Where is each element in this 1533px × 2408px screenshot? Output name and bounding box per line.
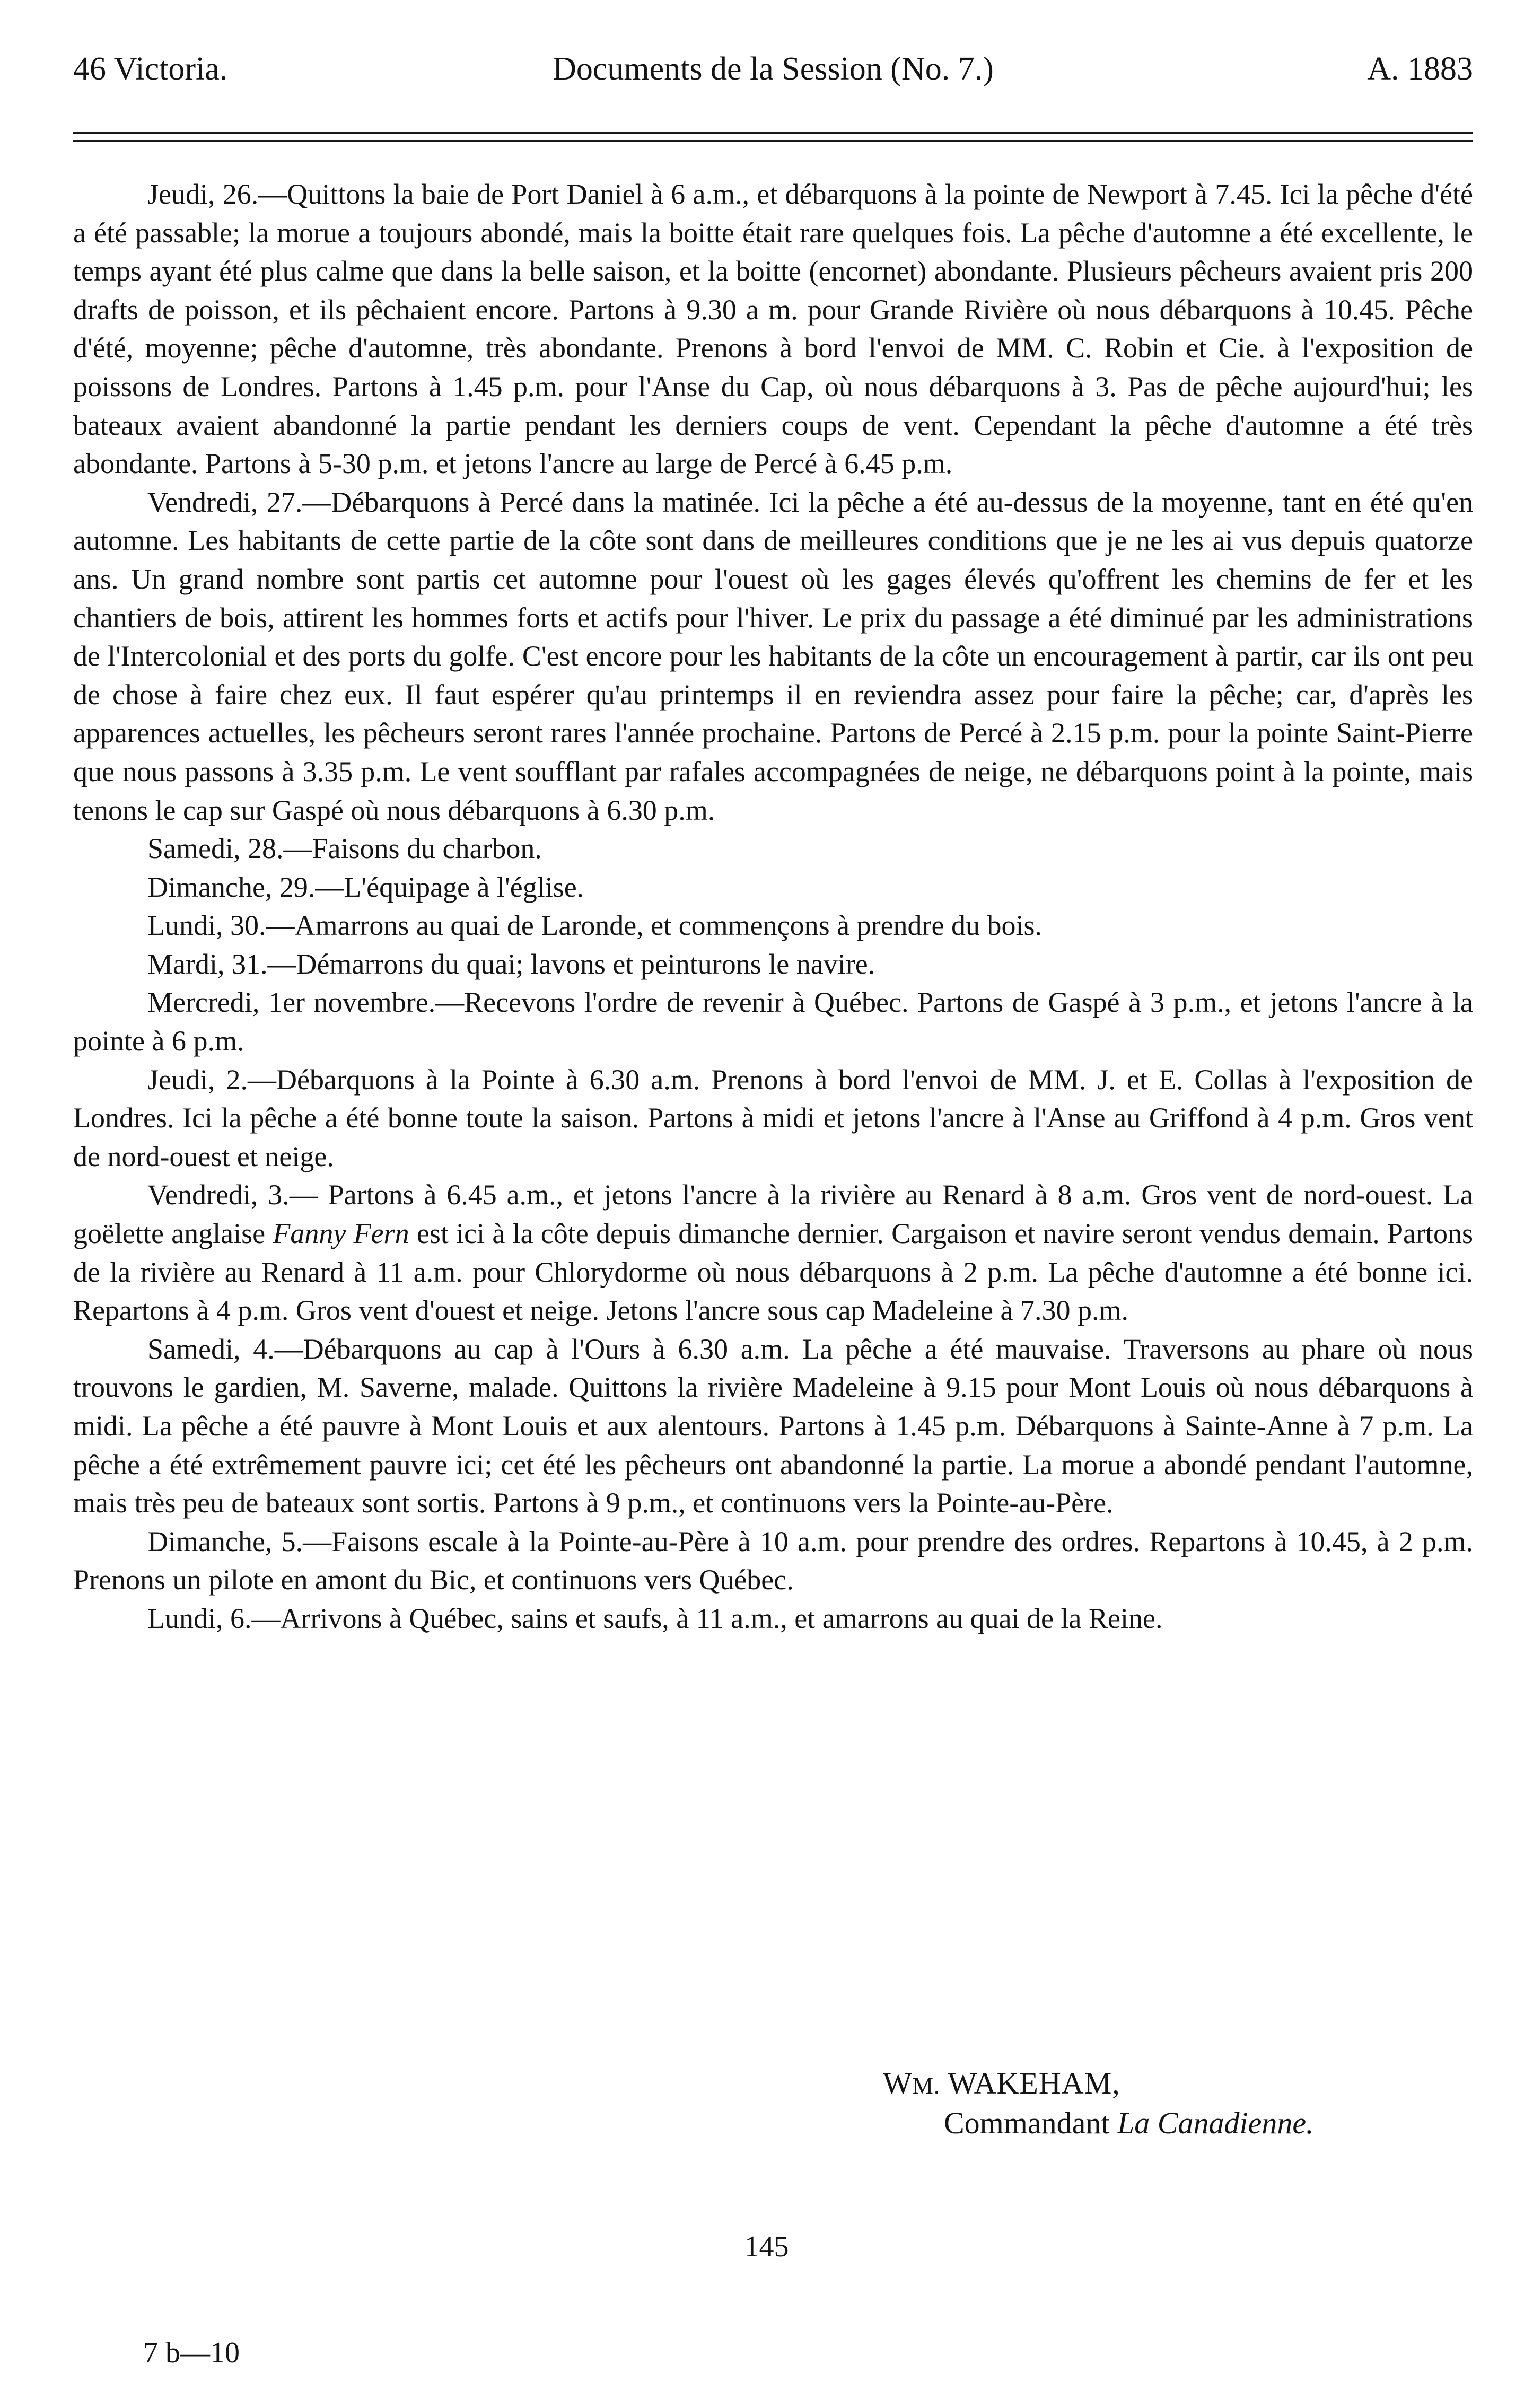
schooner-name: Fanny Fern (273, 1218, 409, 1250)
journal-text (73, 175, 1473, 1638)
header-volume: 46 Victoria. (73, 51, 228, 87)
paragraph-dimanche-5: Dimanche, 5.—Faisons escale à la Pointe-au-Père à 10 a.m. pour prendre des ordres. Repartons à 10.45, à 2 p.m. Prenons un pilote en amont du Bic, et continuons vers Québec. (73, 1525, 1473, 1596)
paragraph-lundi-30: Lundi, 30.—Amarrons au quai de Laronde, et commençons à prendre du bois. (147, 909, 1043, 942)
paragraph-jeudi-2: Jeudi, 2.—Débarquons à la Pointe à 6.30 a.m. Prenons à bord l'envoi de MM. J. et E. Collas à l'exposition de Londres. Ici la pêche a été bonne toute la saison. Partons à midi et jetons l'ancre à l'Anse au Griffond à 4 p.m. Gros vent de nord-ouest et neige. (73, 1063, 1473, 1172)
paragraph-lundi-6: Lundi, 6.—Arrivons à Québec, sains et saufs, à 11 a.m., et amarrons au quai de la Reine. (147, 1602, 1163, 1634)
paragraph-mardi-31: Mardi, 31.—Démarrons du quai; lavons et peinturons le navire. (147, 948, 875, 980)
header-rule-top (73, 132, 1473, 134)
paragraph-vendredi-27: Vendredi, 27.—Débarquons à Percé dans la matinée. Ici la pêche a été au-dessus de la moyenne, tant en été qu'en automne. Les habitants de cette partie de la côte sont dans de meilleures conditions que je ne les ai vus depuis quatorze ans. Un grand nombre sont partis cet automne pour l'ouest où les gages élevés qu'offrent les chemins de fer et les chantiers de bois, attirent les hommes forts et actifs pour l'hiver. Le prix du passage a été diminué par les administrations de l'Intercolonial et des ports du golfe. C'est encore pour les habitants de la côte un encouragement à partir, car ils ont peu de chose à faire chez eux. Il faut espérer qu'au printemps il en reviendra assez pour faire la pêche; car, d'après les apparences actuelles, les pêcheurs seront rares l'année prochaine. Partons de Percé à 2.15 p.m. pour la pointe Saint-Pierre que nous passons à 3.35 p.m. Le vent soufflant par rafales accompagnées de neige, ne débarquons point à la pointe, mais tenons le cap sur Gaspé où nous débarquons à 6.30 p.m. (73, 486, 1473, 826)
header-year: A. 1883 (1367, 51, 1473, 87)
page-number: 145 (744, 2230, 789, 2263)
signature-title: Commandant La Canadienne. (944, 2106, 1314, 2140)
paragraph-dimanche-29: Dimanche, 29.—L'équipage à l'église. (147, 871, 584, 903)
signature-mark: 7 b—10 (143, 2336, 240, 2369)
running-header (73, 50, 1473, 93)
paragraph-jeudi-26: Jeudi, 26.—Quittons la baie de Port Daniel à 6 a.m., et débarquons à la pointe de Newport à 7.45. Ici la pêche d'été a été passable; la morue a toujours abondé, mais la boitte était rare quelques fois. La pêche d'automne a été excellente, le temps ayant été plus calme que dans la belle saison, et la boitte (encornet) abondante. Plusieurs pêcheurs avaient pris 200 drafts de poisson, et ils pêchaient encore. Partons à 9.30 a m. pour Grande Rivière où nous débarquons à 10.45. Pêche d'été, moyenne; pêche d'automne, très abondante. Prenons à bord l'envoi de MM. C. Robin et Cie. à l'exposition de poissons de Londres. Partons à 1.45 p.m. pour l'Anse du Cap, où nous débarquons à 3. Pas de pêche aujourd'hui; les bateaux avaient abandonné la partie pendant les derniers coups de vent. Cependant la pêche d'automne a été très abondante. Partons à 5-30 p.m. et jetons l'ancre au large de Percé à 6.45 p.m. (73, 178, 1473, 480)
ship-name: La Canadienne. (1117, 2106, 1314, 2140)
paragraph-mercredi-1: Mercredi, 1er novembre.—Recevons l'ordre de revenir à Québec. Partons de Gaspé à 3 p.m., et jetons l'ancre à la pointe à 6 p.m. (73, 986, 1473, 1057)
signature-name: WM. WAKEHAM, (883, 2066, 1120, 2100)
paragraph-samedi-28: Samedi, 28.—Faisons du charbon. (147, 833, 542, 865)
paragraph-samedi-4: Samedi, 4.—Débarquons au cap à l'Ours à 6.30 a.m. La pêche a été mauvaise. Traversons au phare où nous trouvons le gardien, M. Saverne, malade. Quittons la rivière Madeleine à 9.15 pour Mont Louis où nous débarquons à midi. La pêche a été pauvre à Mont Louis et aux alentours. Partons à 1.45 p.m. Débarquons à Sainte-Anne à 7 p.m. La pêche a été extrêmement pauvre ici; cet été les pêcheurs ont abandonné la partie. La morue a abondé pendant l'automne, mais très peu de bateaux sont sortis. Partons à 9 p.m., et continuons vers la Pointe-au-Père. (73, 1333, 1473, 1519)
header-title: Documents de la Session (No. 7.) (553, 51, 994, 87)
paragraph-vendredi-3: Vendredi, 3.— Partons à 6.45 a.m., et jetons l'ancre à la rivière au Renard à 8 a.m. Gros vent de nord-ouest. La goëlette anglaise Fanny Fern est ici à la côte depuis dimanche dernier. Cargaison et navire seront vendus demain. Partons de la rivière au Renard à 11 a.m. pour Chlorydorme où nous débarquons à 2 p.m. La pêche d'automne a été bonne ici. Repartons à 4 p.m. Gros vent d'ouest et neige. Jetons l'ancre sous cap Madeleine à 7.30 p.m. (73, 1179, 1474, 1327)
header-rule-bottom (73, 140, 1473, 142)
